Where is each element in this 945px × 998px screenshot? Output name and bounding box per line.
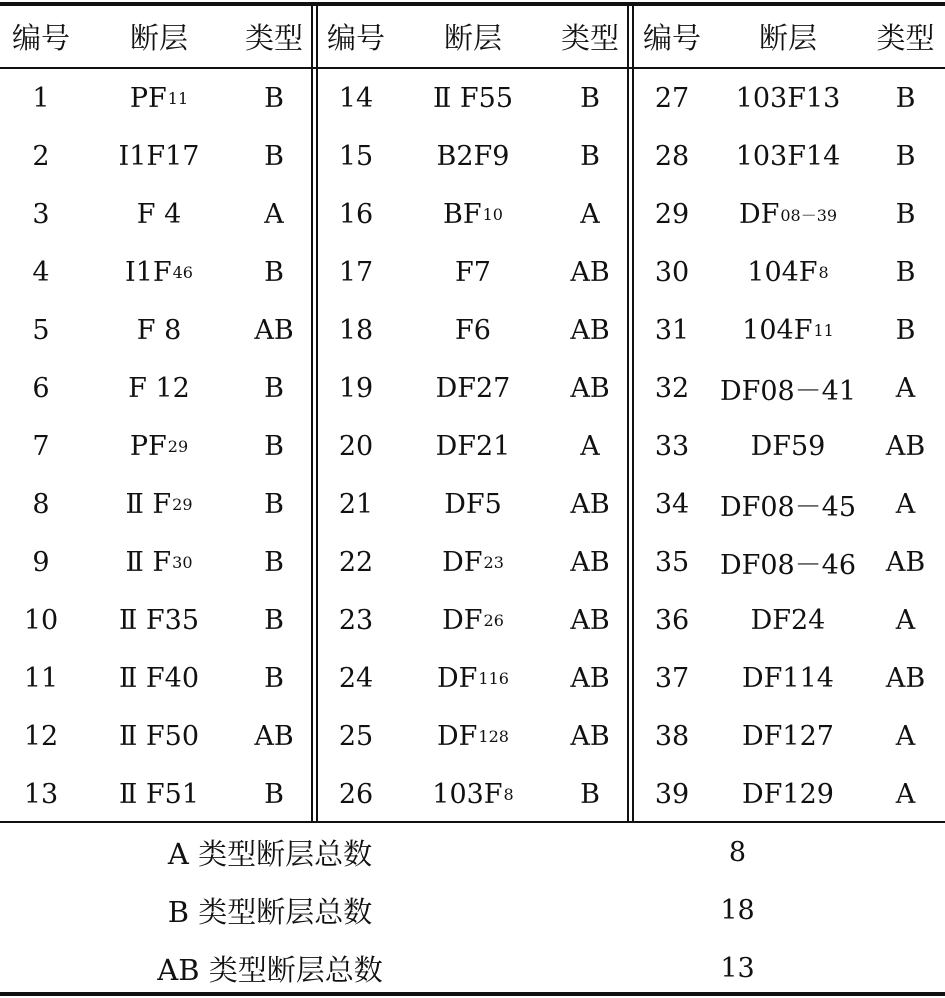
cell-type: A	[580, 198, 600, 230]
cell-type: B	[264, 778, 284, 810]
fault-code: I1F17	[118, 140, 200, 172]
cell-fault	[394, 765, 552, 823]
cell-no: 33	[654, 430, 690, 462]
cell-no: 4	[32, 256, 50, 288]
cell-fault	[394, 591, 552, 649]
header-type: 类型	[560, 21, 619, 55]
cell-type: B	[264, 372, 284, 404]
summary-row	[0, 939, 945, 997]
cell-no: 28	[654, 140, 690, 172]
fault-code: DF	[738, 198, 780, 230]
fault-code: 103F14	[735, 140, 841, 172]
fault-code: DF27	[435, 372, 511, 404]
cell-no: 5	[32, 314, 50, 346]
table-row	[0, 243, 945, 301]
cell-fault	[82, 591, 236, 649]
cell-fault	[394, 301, 552, 359]
cell-fault	[710, 127, 866, 185]
fault-code: DF08－41	[719, 375, 857, 407]
fault-code: PF	[129, 430, 167, 462]
cell-no: 6	[32, 372, 50, 404]
fault-code: Ⅱ F50	[118, 720, 200, 752]
cell-fault	[82, 649, 236, 707]
cell-no: 34	[654, 488, 690, 520]
cell-no: 18	[338, 314, 374, 346]
header-type: 类型	[876, 21, 935, 55]
cell-fault	[82, 185, 236, 243]
table-row	[0, 765, 945, 823]
fault-code: DF	[437, 662, 478, 694]
fault-code: Ⅱ F	[125, 546, 172, 578]
header-no: 编号	[642, 21, 701, 55]
fault-code: DF5	[444, 488, 502, 520]
cell-no: 14	[338, 82, 374, 114]
cell-no: 27	[654, 82, 690, 114]
summary-label: A 类型断层总数	[167, 836, 373, 871]
cell-no: 16	[338, 198, 374, 230]
cell-fault	[82, 475, 236, 533]
header-fault: 断层	[758, 21, 817, 55]
summary-row	[0, 823, 945, 881]
cell-type: AB	[570, 546, 610, 578]
header-fault: 断层	[129, 21, 188, 55]
summary-value: 18	[720, 894, 755, 926]
summary-value: 8	[728, 836, 747, 868]
cell-fault	[394, 649, 552, 707]
cell-type: B	[895, 256, 916, 288]
cell-no: 30	[654, 256, 690, 288]
cell-fault	[82, 301, 236, 359]
cell-type: B	[264, 256, 284, 288]
cell-fault	[394, 417, 552, 475]
cell-no: 36	[654, 604, 690, 636]
cell-no: 3	[32, 198, 50, 230]
fault-code: DF114	[742, 662, 834, 694]
fault-subscript: 8	[818, 262, 829, 282]
cell-type: A	[264, 198, 284, 230]
cell-no: 20	[338, 430, 374, 462]
fault-code: DF129	[742, 778, 834, 810]
cell-type: A	[895, 604, 916, 636]
cell-type: AB	[570, 488, 610, 520]
cell-type: AB	[570, 314, 610, 346]
cell-fault	[82, 417, 236, 475]
table-row	[0, 475, 945, 533]
cell-no: 31	[654, 314, 690, 346]
header-no: 编号	[11, 21, 70, 55]
cell-type: B	[580, 82, 600, 114]
fault-code: I1F	[125, 256, 172, 288]
cell-type: AB	[254, 720, 294, 752]
cell-no: 37	[654, 662, 690, 694]
cell-type: AB	[570, 604, 610, 636]
cell-fault	[394, 533, 552, 591]
fault-code: PF	[129, 82, 167, 114]
table-row	[0, 533, 945, 591]
cell-fault	[82, 707, 236, 765]
cell-no: 25	[338, 720, 374, 752]
cell-no: 21	[338, 488, 374, 520]
header-no: 编号	[326, 21, 385, 55]
cell-fault	[710, 243, 866, 301]
cell-fault	[710, 649, 866, 707]
cell-fault	[710, 359, 866, 417]
cell-no: 12	[23, 720, 59, 752]
cell-type: B	[580, 778, 600, 810]
table-row	[0, 185, 945, 243]
fault-code: DF21	[435, 430, 511, 462]
cell-no: 26	[338, 778, 374, 810]
fault-subscript: 128	[478, 726, 509, 746]
cell-no: 24	[338, 662, 374, 694]
cell-type: B	[264, 604, 284, 636]
cell-type: A	[895, 488, 916, 520]
fault-code: 103F	[432, 778, 503, 810]
fault-subscript: 08－39	[780, 205, 838, 225]
cell-fault	[710, 591, 866, 649]
cell-fault	[710, 417, 866, 475]
table-row	[0, 301, 945, 359]
cell-fault	[82, 765, 236, 823]
table-row	[0, 591, 945, 649]
cell-fault	[394, 185, 552, 243]
fault-code: F7	[455, 256, 491, 288]
cell-type: B	[895, 314, 916, 346]
cell-no: 7	[32, 430, 50, 462]
fault-code: 104F	[742, 314, 813, 346]
fault-subscript: 11	[813, 320, 834, 340]
cell-fault	[394, 707, 552, 765]
cell-type: AB	[885, 430, 926, 462]
fault-subscript: 11	[167, 88, 189, 108]
fault-code: B2F9	[436, 140, 510, 172]
fault-subscript: 116	[478, 668, 509, 688]
cell-no: 35	[654, 546, 690, 578]
cell-type: B	[264, 546, 284, 578]
cell-type: B	[895, 82, 916, 114]
cell-no: 9	[32, 546, 50, 578]
cell-no: 22	[338, 546, 374, 578]
cell-type: B	[895, 198, 916, 230]
table-header	[0, 6, 945, 67]
cell-fault	[82, 127, 236, 185]
fault-code: DF08－46	[719, 549, 857, 581]
fault-subscript: 10	[482, 204, 503, 224]
cell-no: 19	[338, 372, 374, 404]
cell-fault	[394, 243, 552, 301]
cell-no: 32	[654, 372, 690, 404]
cell-type: AB	[570, 256, 610, 288]
summary-value: 13	[720, 952, 755, 984]
fault-code: Ⅱ F51	[118, 778, 200, 810]
cell-type: A	[895, 372, 916, 404]
cell-type: A	[895, 720, 916, 752]
cell-no: 10	[23, 604, 59, 636]
table-row	[0, 359, 945, 417]
cell-fault	[394, 475, 552, 533]
cell-type: B	[895, 140, 916, 172]
table-row	[0, 127, 945, 185]
fault-code: 103F13	[735, 82, 841, 114]
summary-label: B 类型断层总数	[167, 894, 373, 929]
fault-subscript: 29	[172, 494, 193, 514]
fault-subscript: 26	[483, 610, 504, 630]
cell-type: B	[580, 140, 600, 172]
cell-fault	[710, 707, 866, 765]
cell-fault	[82, 243, 236, 301]
cell-no: 29	[654, 198, 690, 230]
fault-subscript: 29	[167, 436, 189, 456]
cell-fault	[710, 301, 866, 359]
cell-type: AB	[254, 314, 294, 346]
cell-no: 17	[338, 256, 374, 288]
cell-type: AB	[570, 372, 610, 404]
fault-subscript: 23	[483, 552, 504, 572]
cell-type: A	[580, 430, 600, 462]
fault-code: DF127	[742, 720, 834, 752]
cell-fault	[394, 359, 552, 417]
cell-fault	[82, 533, 236, 591]
fault-code: DF	[442, 604, 483, 636]
fault-code: DF24	[750, 604, 826, 636]
fault-code: 104F	[747, 256, 818, 288]
fault-code: Ⅱ F55	[432, 82, 514, 114]
fault-code: F6	[455, 314, 491, 346]
cell-no: 8	[32, 488, 50, 520]
summary-row	[0, 881, 945, 939]
cell-no: 15	[338, 140, 374, 172]
cell-fault	[710, 475, 866, 533]
cell-no: 23	[338, 604, 374, 636]
fault-code: DF	[442, 546, 483, 578]
cell-type: B	[264, 662, 284, 694]
table-row	[0, 707, 945, 765]
cell-no: 1	[32, 82, 50, 114]
cell-fault	[82, 359, 236, 417]
fault-code: BF	[443, 198, 482, 230]
cell-fault	[394, 127, 552, 185]
cell-type: AB	[570, 720, 610, 752]
fault-subscript: 8	[503, 784, 514, 804]
table-row	[0, 649, 945, 707]
fault-code: Ⅱ F40	[118, 662, 200, 694]
cell-fault	[710, 765, 866, 823]
fault-code: Ⅱ F35	[118, 604, 200, 636]
cell-type: B	[264, 488, 284, 520]
table-row	[0, 417, 945, 475]
cell-no: 11	[23, 662, 59, 694]
cell-type: AB	[570, 662, 610, 694]
cell-fault	[710, 69, 866, 127]
header-fault: 断层	[443, 21, 502, 55]
fault-code: DF08－45	[719, 491, 857, 523]
summary-label: AB 类型断层总数	[157, 952, 383, 987]
header-type: 类型	[244, 21, 303, 55]
cell-no: 2	[32, 140, 50, 172]
cell-fault	[394, 69, 552, 127]
cell-fault	[82, 69, 236, 127]
table-row	[0, 69, 945, 127]
cell-type: A	[895, 778, 916, 810]
cell-type: AB	[885, 546, 926, 578]
fault-subscript: 46	[172, 262, 193, 282]
cell-no: 13	[23, 778, 59, 810]
cell-type: B	[264, 430, 284, 462]
cell-no: 38	[654, 720, 690, 752]
fault-code: F 12	[128, 372, 190, 404]
cell-type: AB	[885, 662, 926, 694]
fault-code: F 4	[136, 198, 182, 230]
fault-subscript: 30	[172, 552, 193, 572]
fault-code: DF	[437, 720, 478, 752]
cell-fault	[710, 533, 866, 591]
fault-code: DF59	[750, 430, 826, 462]
cell-no: 39	[654, 778, 690, 810]
fault-code: Ⅱ F	[125, 488, 172, 520]
cell-fault	[710, 185, 866, 243]
cell-type: B	[264, 140, 284, 172]
fault-code: F 8	[136, 314, 182, 346]
cell-type: B	[264, 82, 284, 114]
